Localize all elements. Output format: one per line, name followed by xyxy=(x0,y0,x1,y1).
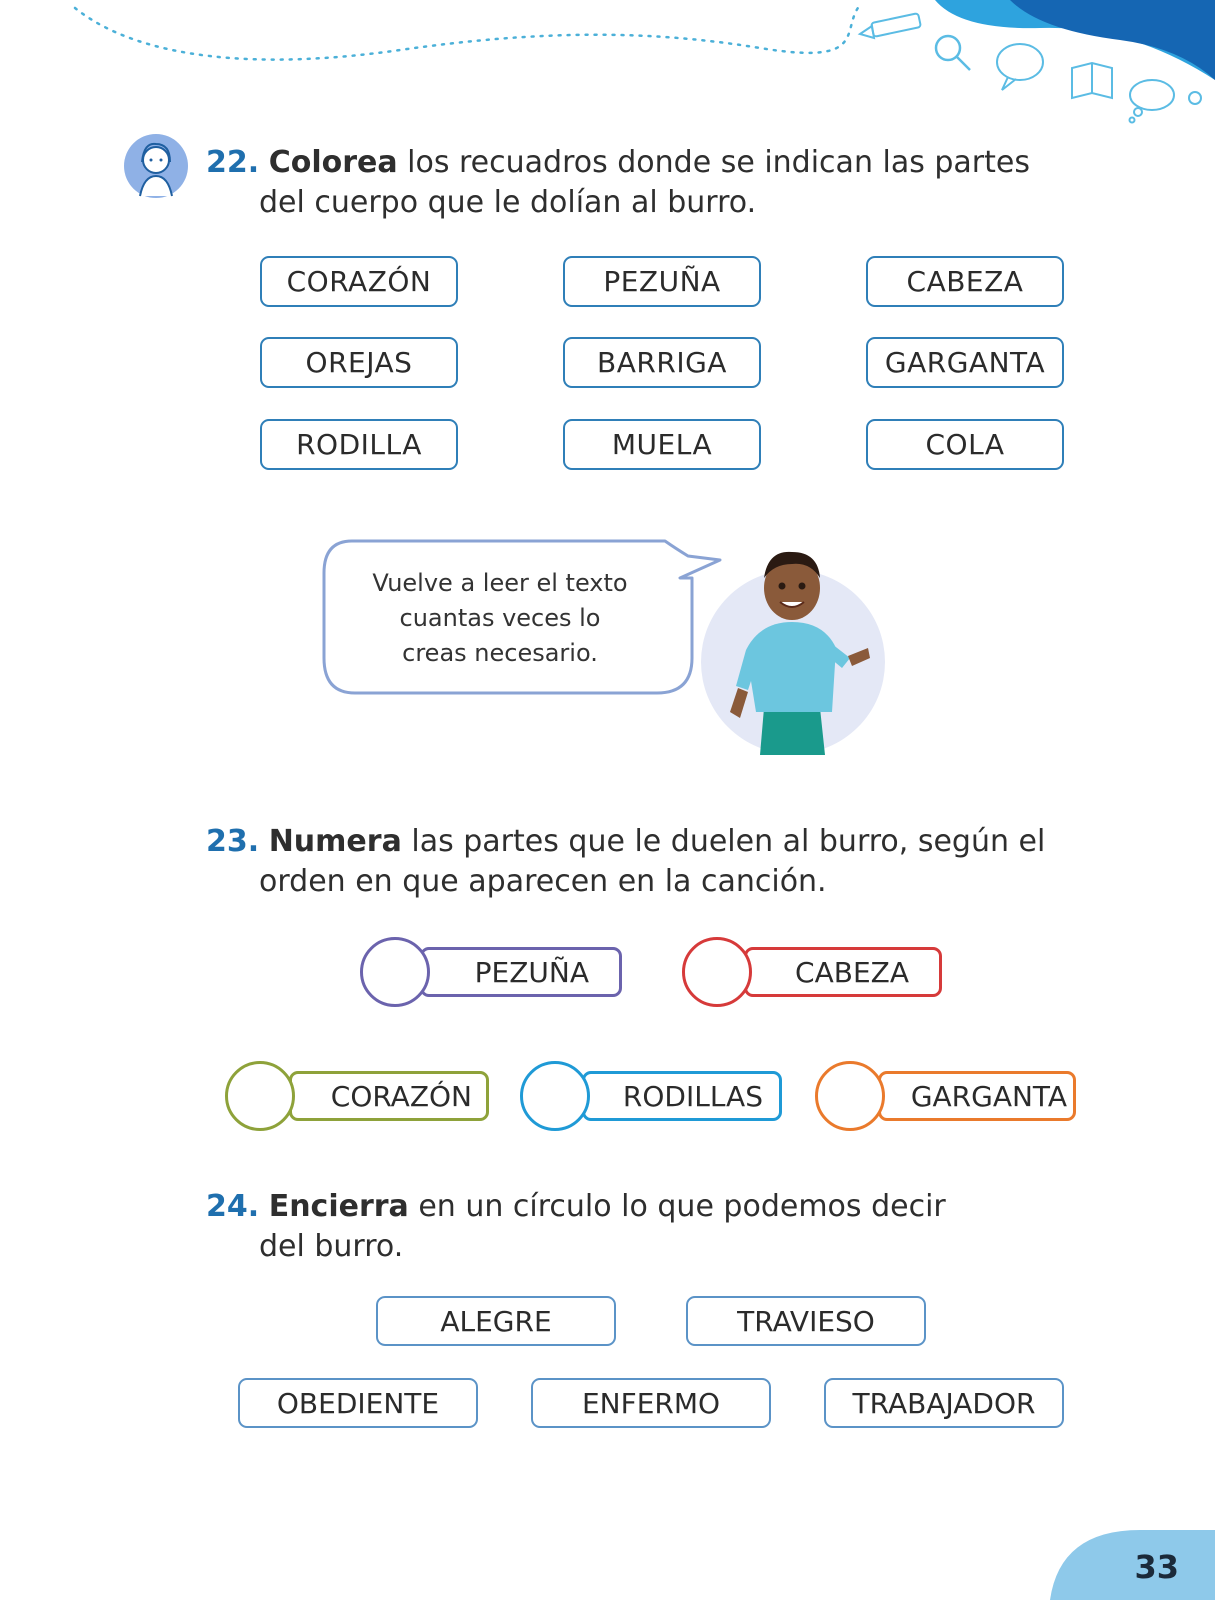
speech-bubble-text xyxy=(330,566,670,671)
body-part-box[interactable]: OREJAS xyxy=(260,337,458,388)
numbered-tag: PEZUÑA xyxy=(420,947,622,997)
speech-line: creas necesario. xyxy=(402,639,598,667)
question-text-line2: del burro. xyxy=(259,1229,404,1264)
girl-avatar-icon xyxy=(124,134,188,198)
adjective-option[interactable]: TRABAJADOR xyxy=(824,1378,1064,1428)
body-part-box[interactable]: CORAZÓN xyxy=(260,256,458,307)
numbered-tag: CORAZÓN xyxy=(289,1071,489,1121)
number-circle-input[interactable] xyxy=(360,937,430,1007)
body-part-box[interactable]: RODILLA xyxy=(260,419,458,470)
number-circle-input[interactable] xyxy=(520,1061,590,1131)
body-part-box[interactable]: COLA xyxy=(866,419,1064,470)
numbered-tag: GARGANTA xyxy=(878,1071,1076,1121)
number-circle-input[interactable] xyxy=(815,1061,885,1131)
question-23-title xyxy=(206,822,1045,902)
body-part-box[interactable]: CABEZA xyxy=(866,256,1064,307)
speech-line: cuantas veces lo xyxy=(399,604,601,632)
question-number: 24. xyxy=(206,1189,260,1224)
adjective-option[interactable]: TRAVIESO xyxy=(686,1296,926,1346)
body-part-box[interactable]: BARRIGA xyxy=(563,337,761,388)
book-icon xyxy=(1072,63,1112,98)
magnifier-icon xyxy=(936,36,970,70)
body-part-box[interactable]: PEZUÑA xyxy=(563,256,761,307)
page-number-tab xyxy=(1050,1530,1215,1600)
numbered-tag: CABEZA xyxy=(744,947,942,997)
question-text-line2: orden en que aparecen en la canción. xyxy=(259,864,827,899)
number-circle-input[interactable] xyxy=(225,1061,295,1131)
speech-line: Vuelve a leer el texto xyxy=(372,569,628,597)
question-number: 22. xyxy=(206,145,260,180)
question-22-title xyxy=(206,143,1030,223)
question-verb: Colorea xyxy=(268,145,398,180)
thought-cloud-icon xyxy=(1130,80,1202,123)
question-verb: Numera xyxy=(268,824,402,859)
boy-illustration xyxy=(700,540,890,755)
question-text: las partes que le duelen al burro, según el xyxy=(401,824,1046,859)
speech-icon xyxy=(997,44,1043,90)
numbered-tag: RODILLAS xyxy=(582,1071,782,1121)
page-number: 33 xyxy=(1134,1548,1179,1586)
pencil-icon xyxy=(860,13,921,38)
question-24-title xyxy=(206,1187,946,1267)
question-text-line2: del cuerpo que le dolían al burro. xyxy=(259,185,757,220)
adjective-option[interactable]: OBEDIENTE xyxy=(238,1378,478,1428)
header-decoration xyxy=(0,0,1215,130)
adjective-option[interactable]: ENFERMO xyxy=(531,1378,771,1428)
adjective-option[interactable]: ALEGRE xyxy=(376,1296,616,1346)
question-text: en un círculo lo que podemos decir xyxy=(408,1189,946,1224)
body-part-box[interactable]: MUELA xyxy=(563,419,761,470)
question-text: los recuadros donde se indican las partes xyxy=(397,145,1030,180)
number-circle-input[interactable] xyxy=(682,937,752,1007)
body-part-box[interactable]: GARGANTA xyxy=(866,337,1064,388)
question-number: 23. xyxy=(206,824,260,859)
question-verb: Encierra xyxy=(268,1189,409,1224)
